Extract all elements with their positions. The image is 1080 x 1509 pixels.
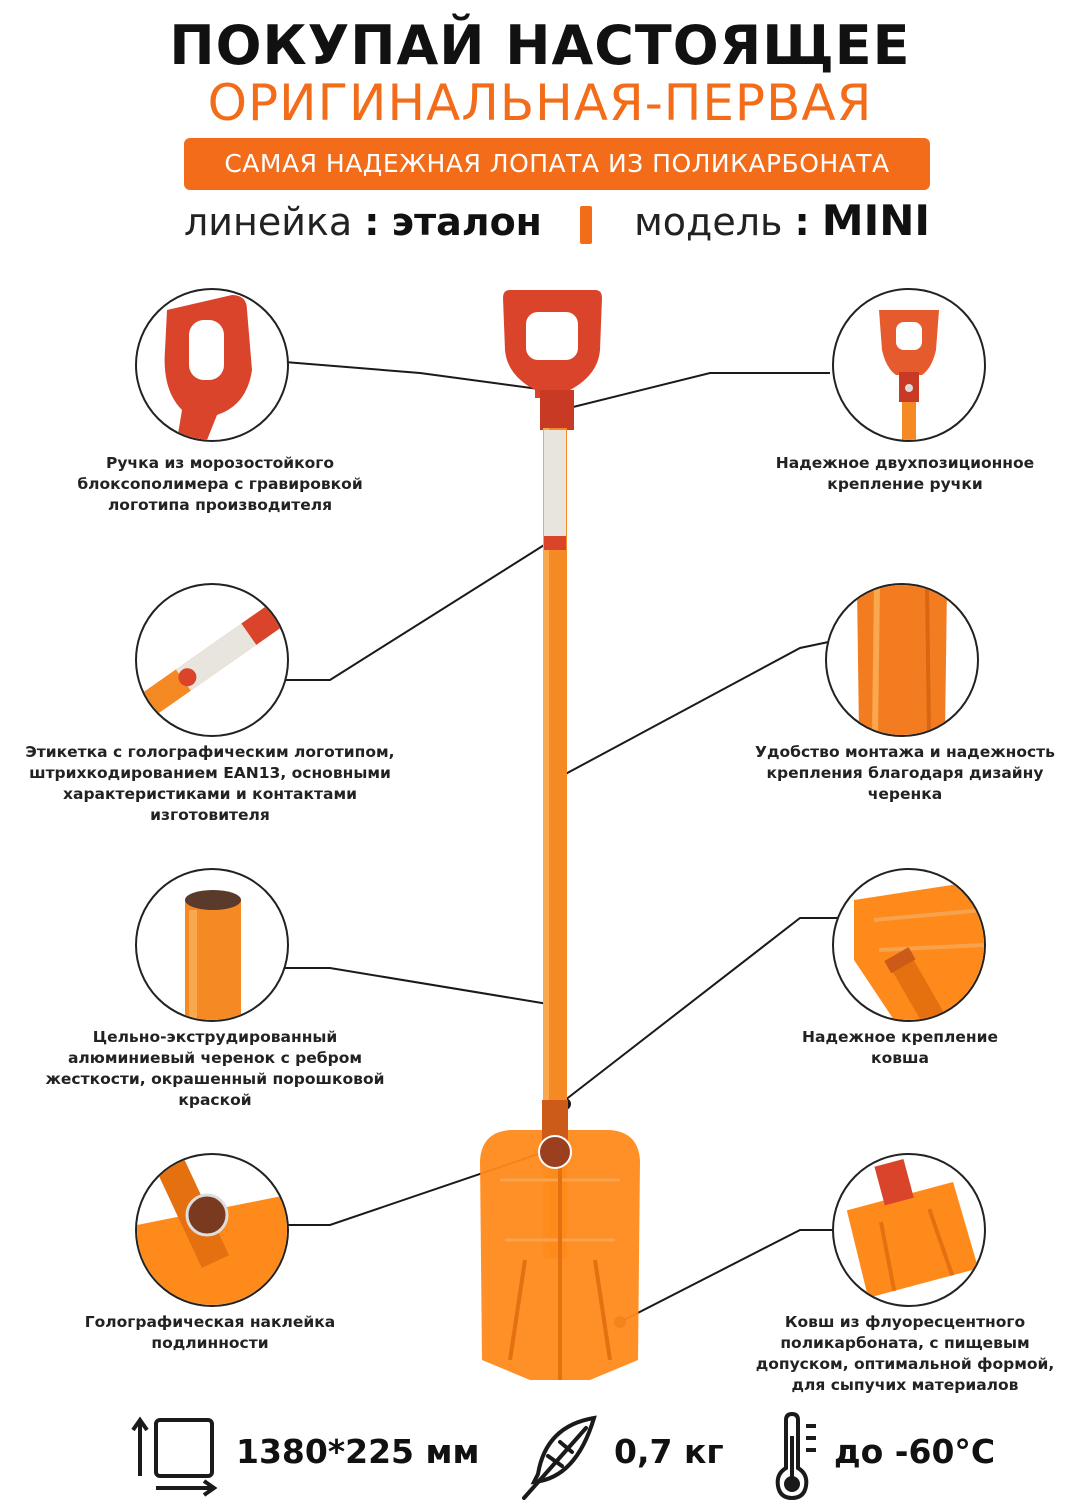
caption-label: Этикетка с голографическим логотипом, штрихкодированием EAN13, основными характеристиками и контактами изготовителя [25, 743, 395, 824]
caption-sticker: Голографическая наклейка подлинности [84, 1313, 336, 1352]
banner: САМАЯ НАДЕЖНАЯ ЛОПАТА ИЗ ПОЛИКАРБОНАТА [184, 138, 930, 190]
label-thumbnail [135, 583, 289, 737]
handle-thumbnail [135, 288, 289, 442]
caption-handle: Ручка из морозостойкого блоксополимера с гравировкой логотипа производителя [77, 454, 363, 514]
mount-thumbnail [832, 288, 986, 442]
caption-shaft: Цельно-экструдированный алюминиевый черенок с ребром жесткости, окрашенный порошковой краской [45, 1028, 385, 1109]
model-colon: : [794, 200, 810, 244]
spec-temp: до -60°C [834, 1432, 996, 1471]
model-label: модель [634, 200, 783, 244]
line-colon: : [364, 200, 380, 244]
caption-blade: Ковш из флуоресцентного поликарбоната, с пищевым допуском, оптимальной формой, для сыпучих материалов [755, 1313, 1055, 1394]
dimensions-icon [130, 1412, 220, 1498]
thermometer-icon [766, 1412, 826, 1502]
sticker-thumbnail [135, 1153, 289, 1307]
page-subtitle: ОРИГИНАЛЬНАЯ-ПЕРВАЯ [207, 74, 873, 132]
spec-size: 1380*225 мм [236, 1432, 480, 1471]
shaft-thumbnail [135, 868, 289, 1022]
spec-weight: 0,7 кг [614, 1432, 724, 1471]
shovel-illustration [470, 280, 650, 1400]
line-label: линейка [184, 200, 353, 244]
caption-blade-mount: Надежное крепление ковша [802, 1028, 998, 1067]
caption-mount: Надежное двухпозиционное крепление ручки [775, 454, 1035, 493]
caption-install: Удобство монтажа и надежность крепления благодаря дизайну черенка [755, 743, 1055, 803]
page-title: ПОКУПАЙ НАСТОЯЩЕЕ [169, 14, 911, 77]
install-thumbnail [825, 583, 979, 737]
line-value: эталон [391, 200, 542, 244]
blade-thumbnail [832, 1153, 986, 1307]
model-value: MINI [821, 196, 930, 245]
blade-mount-thumbnail [832, 868, 986, 1022]
feather-icon [516, 1412, 602, 1502]
